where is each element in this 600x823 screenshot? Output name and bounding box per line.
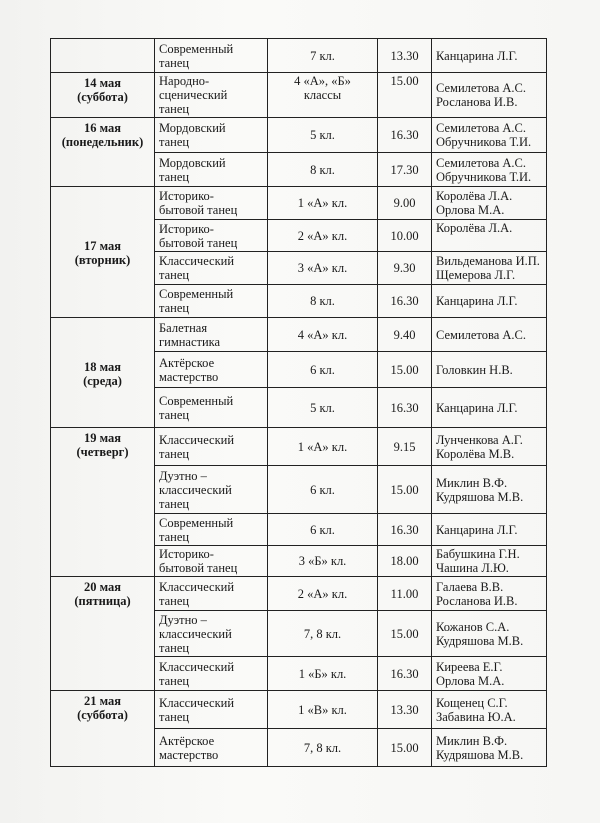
teacher-cell: Киреева Е.Г. Орлова М.А. — [432, 657, 547, 691]
teacher-cell: Миклин В.Ф. Кудряшова М.В. — [432, 466, 547, 514]
class-cell: 5 кл. — [268, 118, 378, 153]
subject-cell: Классический танец — [155, 657, 268, 691]
subject-cell: Историко- бытовой танец — [155, 187, 268, 220]
class-cell: 6 кл. — [268, 352, 378, 388]
teacher-cell: Королёва Л.А. — [432, 220, 547, 252]
date-cell: 16 мая (понедельник) — [51, 118, 155, 187]
table-row — [51, 691, 547, 729]
time-cell: 9.30 — [378, 252, 432, 285]
subject-cell: Классический танец — [155, 691, 268, 729]
class-cell: 1 «Б» кл. — [268, 657, 378, 691]
teacher-cell: Семилетова А.С. Росланова И.В. — [432, 73, 547, 118]
teacher-cell: Вильдеманова И.П. Щемерова Л.Г. — [432, 252, 547, 285]
table-row — [51, 73, 547, 118]
subject-cell: Актёрское мастерство — [155, 729, 268, 767]
subject-cell: Классический танец — [155, 577, 268, 611]
time-cell: 16.30 — [378, 657, 432, 691]
time-cell: 9.15 — [378, 428, 432, 466]
class-cell: 1 «А» кл. — [268, 428, 378, 466]
class-cell: 6 кл. — [268, 466, 378, 514]
subject-cell: Народно- сценический танец — [155, 73, 268, 118]
table-row — [51, 577, 547, 611]
class-cell: 8 кл. — [268, 285, 378, 318]
teacher-cell: Семилетова А.С. — [432, 318, 547, 352]
subject-cell: Классический танец — [155, 428, 268, 466]
time-cell: 13.30 — [378, 39, 432, 73]
class-cell: 4 «А», «Б» классы — [268, 73, 378, 118]
teacher-cell: Королёва Л.А. Орлова М.А. — [432, 187, 547, 220]
date-cell: 20 мая (пятница) — [51, 577, 155, 691]
time-cell: 15.00 — [378, 73, 432, 118]
time-cell: 15.00 — [378, 611, 432, 657]
class-cell: 3 «А» кл. — [268, 252, 378, 285]
time-cell: 13.30 — [378, 691, 432, 729]
class-cell: 3 «Б» кл. — [268, 546, 378, 577]
time-cell: 16.30 — [378, 285, 432, 318]
class-cell: 2 «А» кл. — [268, 220, 378, 252]
teacher-cell: Галаева В.В. Росланова И.В. — [432, 577, 547, 611]
teacher-cell: Кощенец С.Г. Забавина Ю.А. — [432, 691, 547, 729]
time-cell: 11.00 — [378, 577, 432, 611]
class-cell: 4 «А» кл. — [268, 318, 378, 352]
schedule-table — [50, 38, 547, 767]
subject-cell: Мордовский танец — [155, 118, 268, 153]
subject-cell: Историко- бытовой танец — [155, 220, 268, 252]
subject-cell: Дуэтно – классический танец — [155, 466, 268, 514]
subject-cell: Балетная гимнастика — [155, 318, 268, 352]
subject-cell: Современный танец — [155, 514, 268, 546]
subject-cell: Историко- бытовой танец — [155, 546, 268, 577]
class-cell: 8 кл. — [268, 153, 378, 187]
time-cell: 9.40 — [378, 318, 432, 352]
table-row — [51, 318, 547, 352]
class-cell: 1 «А» кл. — [268, 187, 378, 220]
subject-cell: Классический танец — [155, 252, 268, 285]
class-cell: 2 «А» кл. — [268, 577, 378, 611]
table-row — [51, 39, 547, 73]
date-cell: 17 мая (вторник) — [51, 187, 155, 318]
teacher-cell: Канцарина Л.Г. — [432, 388, 547, 428]
time-cell: 15.00 — [378, 729, 432, 767]
time-cell: 15.00 — [378, 352, 432, 388]
subject-cell: Современный танец — [155, 388, 268, 428]
class-cell: 1 «В» кл. — [268, 691, 378, 729]
table-row — [51, 428, 547, 466]
class-cell: 6 кл. — [268, 514, 378, 546]
time-cell: 15.00 — [378, 466, 432, 514]
class-cell: 7, 8 кл. — [268, 729, 378, 767]
class-cell: 7, 8 кл. — [268, 611, 378, 657]
subject-cell: Современный танец — [155, 39, 268, 73]
teacher-cell: Миклин В.Ф. Кудряшова М.В. — [432, 729, 547, 767]
date-cell: 21 мая (суббота) — [51, 691, 155, 767]
subject-cell: Современный танец — [155, 285, 268, 318]
teacher-cell: Головкин Н.В. — [432, 352, 547, 388]
teacher-cell: Семилетова А.С. Обручникова Т.И. — [432, 118, 547, 153]
time-cell: 16.30 — [378, 118, 432, 153]
teacher-cell: Семилетова А.С. Обручникова Т.И. — [432, 153, 547, 187]
class-cell: 5 кл. — [268, 388, 378, 428]
date-cell: 19 мая (четверг) — [51, 428, 155, 577]
class-cell: 7 кл. — [268, 39, 378, 73]
teacher-cell: Канцарина Л.Г. — [432, 285, 547, 318]
teacher-cell: Канцарина Л.Г. — [432, 514, 547, 546]
time-cell: 16.30 — [378, 514, 432, 546]
date-cell: 18 мая (среда) — [51, 318, 155, 428]
teacher-cell: Кожанов С.А. Кудряшова М.В. — [432, 611, 547, 657]
time-cell: 18.00 — [378, 546, 432, 577]
time-cell: 17.30 — [378, 153, 432, 187]
date-cell — [51, 39, 155, 73]
teacher-cell: Канцарина Л.Г. — [432, 39, 547, 73]
teacher-cell: Бабушкина Г.Н. Чашина Л.Ю. — [432, 546, 547, 577]
subject-cell: Мордовский танец — [155, 153, 268, 187]
teacher-cell: Лунченкова А.Г. Королёва М.В. — [432, 428, 547, 466]
time-cell: 10.00 — [378, 220, 432, 252]
table-row — [51, 187, 547, 220]
date-cell: 14 мая (суббота) — [51, 73, 155, 118]
subject-cell: Дуэтно – классический танец — [155, 611, 268, 657]
table-row — [51, 118, 547, 153]
time-cell: 16.30 — [378, 388, 432, 428]
subject-cell: Актёрское мастерство — [155, 352, 268, 388]
time-cell: 9.00 — [378, 187, 432, 220]
